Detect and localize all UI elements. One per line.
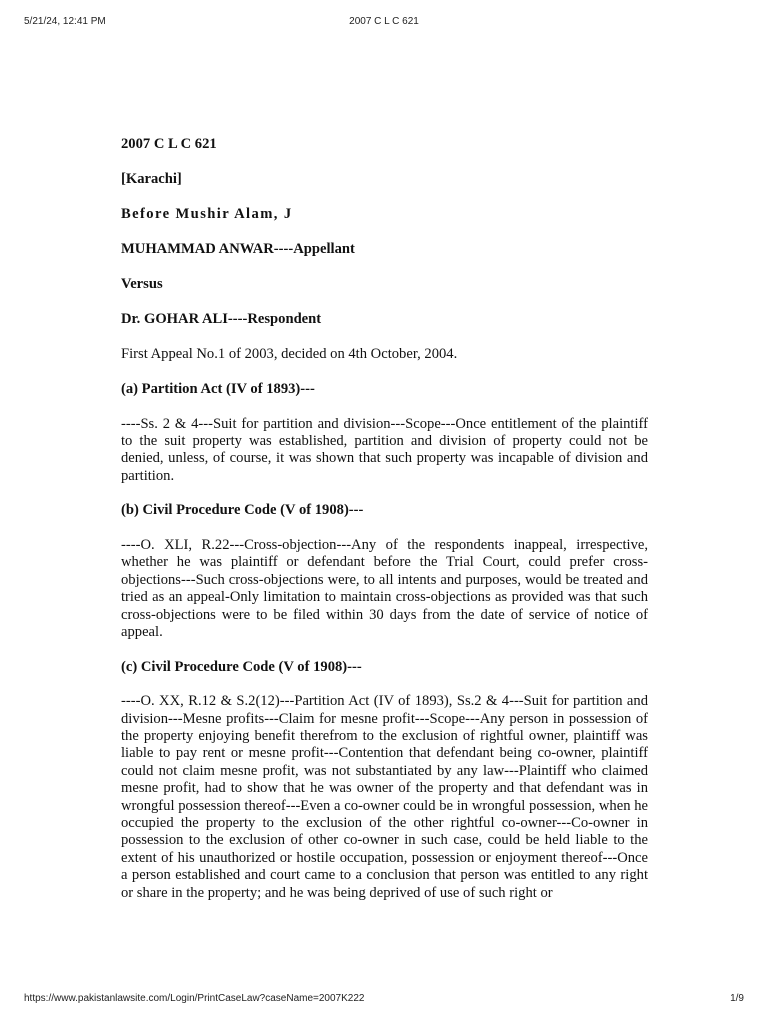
bench: Before Mushir Alam, J	[121, 206, 293, 222]
print-footer	[24, 993, 744, 1007]
print-datetime: 5/21/24, 12:41 PM	[24, 16, 106, 27]
page-number: 1/9	[730, 993, 744, 1004]
print-title: 2007 C L C 621	[349, 16, 419, 27]
case-info: First Appeal No.1 of 2003, decided on 4th October, 2004.	[121, 346, 458, 362]
headnote-text: ----O. XLI, R.22---Cross-objection---Any of the respondents inappeal, irrespective, whether he was plaintiff or defendant before the Trial Court, could prefer cross-objections---Such cross-objections were, to all intents and purposes, would be treated and tried as an appeal-Only limitation to maintain cross-objections as provided was that such cross-objections were to be filed within 30 days from the date of service of notice of appeal.	[121, 537, 648, 641]
headnote-text: ----O. XX, R.12 & S.2(12)---Partition Act (IV of 1893), Ss.2 & 4---Suit for partition and division---Mesne profits---Claim for mesne profit---Scope---Any person in possession of the property enjoying benefit therefrom to the exclusion of rightful owner, plaintiff was liable to pay rent or mesne profit---Contention that defendant being co-owner, plaintiff could not claim mesne profit, was not substantiated by any law---Plaintiff who claimed mesne profit, had to show that he was owner of the property and that defendant was in wrongful possession thereof---Even a co-owner could be in wrongful possession, when he occupied the property to the exclusion of the other rightful co-owner---Co-owner in possession to the exclusion of other co-owner in such case, could be held liable to the extent of his unauthorized or hostile occupation, possession or enjoyment thereof---Once a person established and court came to a conclusion that person was entitled to any right or share in the property; and he was being deprived of use of such right or	[121, 693, 648, 901]
respondent: Dr. GOHAR ALI----Respondent	[121, 311, 322, 327]
headnote-text: ----Ss. 2 & 4---Suit for partition and division---Scope---Once entitlement of the plaintiff to the suit property was established, partition and division of property could not be denied, unless, of course, it was shown that such property was incapable of division and partition.	[121, 415, 648, 484]
headnote-heading: (b) Civil Procedure Code (V of 1908)---	[121, 502, 364, 519]
appellant: MUHAMMAD ANWAR----Appellant	[121, 241, 355, 257]
document-body	[121, 136, 648, 902]
source-url: https://www.pakistanlawsite.com/Login/PrintCaseLaw?caseName=2007K222	[24, 993, 365, 1004]
citation: 2007 C L C 621	[121, 136, 217, 152]
court-name: [Karachi]	[121, 171, 182, 187]
headnote-heading: (a) Partition Act (IV of 1893)---	[121, 381, 315, 397]
print-header	[24, 16, 744, 30]
versus: Versus	[121, 276, 163, 292]
headnote-heading: (c) Civil Procedure Code (V of 1908)---	[121, 658, 362, 675]
